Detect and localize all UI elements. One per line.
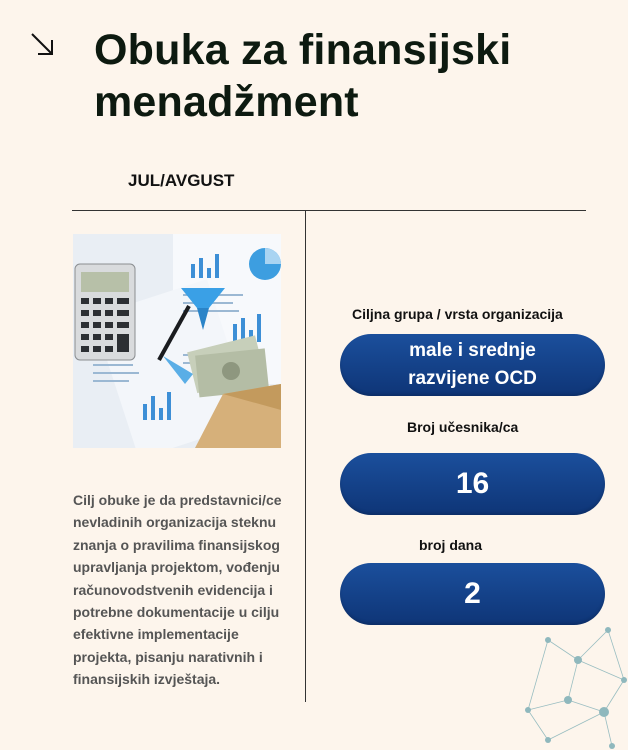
horizontal-divider	[72, 210, 586, 211]
finance-desk-photo	[73, 234, 281, 448]
course-description: Cilj obuke je da predstavnici/ce nevladinih organizacija steknu znanja o pravilima finansijskog upravljanja projektom, vođenju računovodstvenih evidencija i potrebne dokumentacije u cilju efektivne implementacije projekta, pisanju narativnih i finansijskih izvještaja.	[73, 492, 282, 688]
period-label: JUL/AVGUST	[128, 171, 235, 190]
participants-label: Broj učesnika/ca	[407, 419, 519, 435]
page-title: Obuka za finansijski menadžment	[94, 26, 512, 126]
target-group-value: male i srednje razvijene OCD	[408, 340, 537, 389]
network-decoration	[508, 600, 628, 750]
participants-value: 16	[455, 467, 490, 500]
arrow-down-right-icon	[28, 30, 58, 60]
participants-pill	[340, 453, 605, 515]
days-value: 2	[464, 577, 481, 610]
days-label: broj dana	[419, 537, 483, 553]
target-group-pill	[340, 334, 605, 396]
target-group-label: Ciljna grupa / vrsta organizacija	[352, 306, 563, 322]
vertical-divider	[305, 210, 306, 702]
